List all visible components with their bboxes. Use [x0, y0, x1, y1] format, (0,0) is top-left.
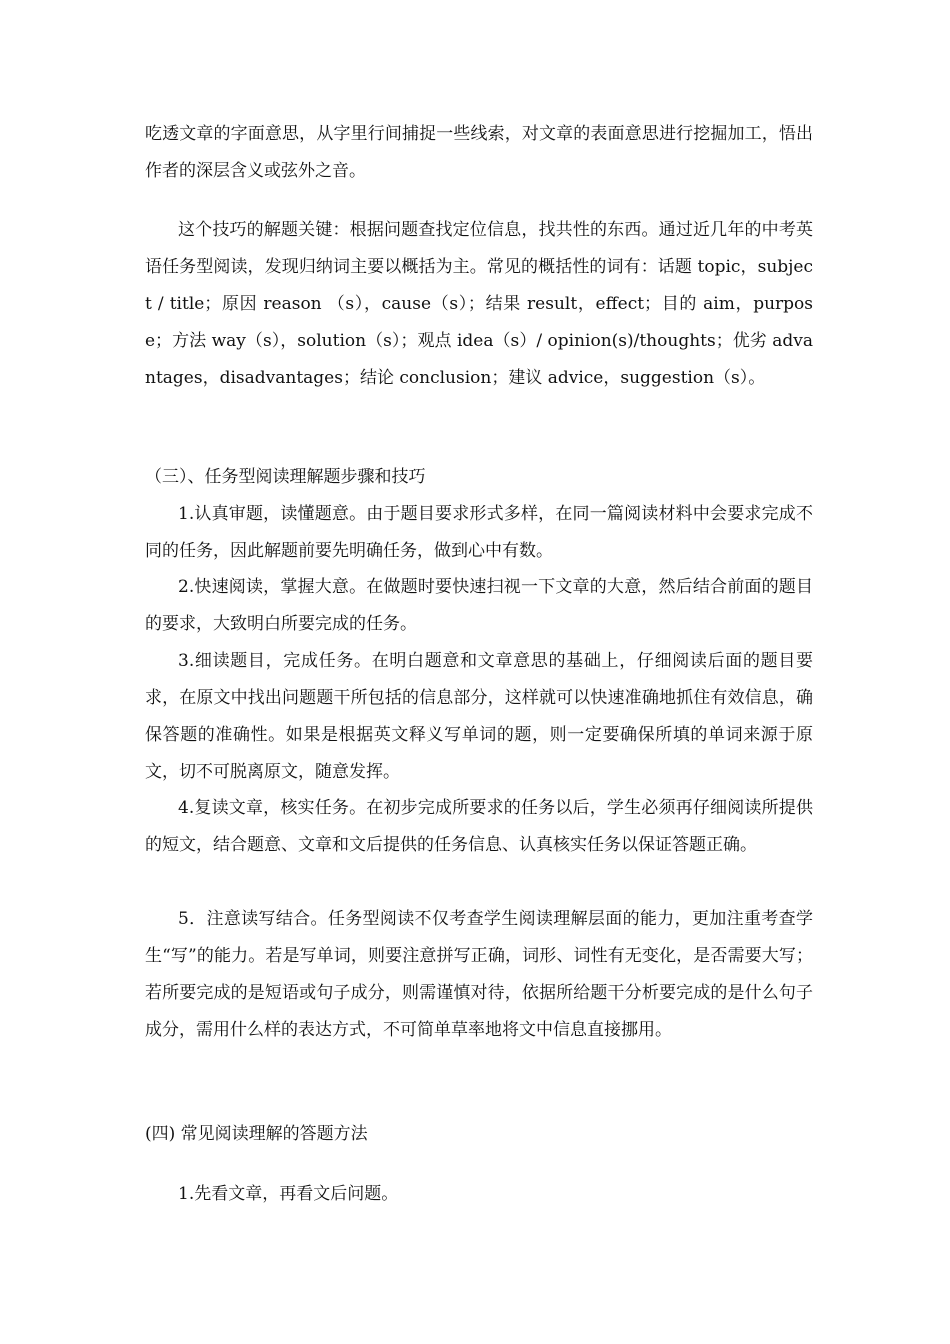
section-three-step-1: 1.认真审题，读懂题意。由于题目要求形式多样，在同一篇阅读材料中会要求完成不同的任务，因此解题前要先明确任务，做到心中有数。: [145, 504, 813, 561]
intro-continuation-paragraph: 吃透文章的字面意思，从字里行间捕捉一些线索，对文章的表面意思进行挖掘加工，悟出作者的深层含义或弦外之音。: [145, 124, 813, 181]
key-words-paragraph: 这个技巧的解题关键：根据问题查找定位信息，找共性的东西。通过近几年的中考英语任务型阅读，发现归纳词主要以概括为主。常见的概括性的词有：话题 topic，subject / title；原因 reason （s），cause（s）；结果 result，effect；目的 aim，purpose；方法 way（s），solution（s）；观点 idea（s）/ opinion(s)/thoughts；优劣 advantages，disadvantages；结论 conclusion；建议 advice，suggestion（s）。: [145, 220, 813, 388]
section-four-heading: (四) 常见阅读理解的答题方法: [145, 1124, 368, 1144]
section-three-heading: （三）、任务型阅读理解题步骤和技巧: [145, 467, 426, 487]
section-three-step-2: 2.快速阅读，掌握大意。在做题时要快速扫视一下文章的大意，然后结合前面的题目的要求，大致明白所要完成的任务。: [145, 577, 813, 634]
section-three-step-3: 3.细读题目，完成任务。在明白题意和文章意思的基础上，仔细阅读后面的题目要求，在原文中找出问题题干所包括的信息部分，这样就可以快速准确地抓住有效信息，确保答题的准确性。如果是根据英文释义写单词的题，则一定要确保所填的单词来源于原文，切不可脱离原文，随意发挥。: [145, 651, 813, 782]
section-three-step-4: 4.复读文章，核实任务。在初步完成所要求的任务以后，学生必须再仔细阅读所提供的短文，结合题意、文章和文后提供的任务信息、认真核实任务以保证答题正确。: [145, 798, 813, 855]
section-four-item-1: 1.先看文章，再看文后问题。: [178, 1184, 399, 1204]
section-three-step-5: 5．注意读写结合。任务型阅读不仅考查学生阅读理解层面的能力，更加注重考查学生“写”的能力。若是写单词，则要注意拼写正确，词形、词性有无变化，是否需要大写；若所要完成的是短语或句子成分，则需谨慎对待，依据所给题干分析要完成的是什么句子成分，需用什么样的表达方式，不可简单草率地将文中信息直接挪用。: [145, 909, 813, 1040]
